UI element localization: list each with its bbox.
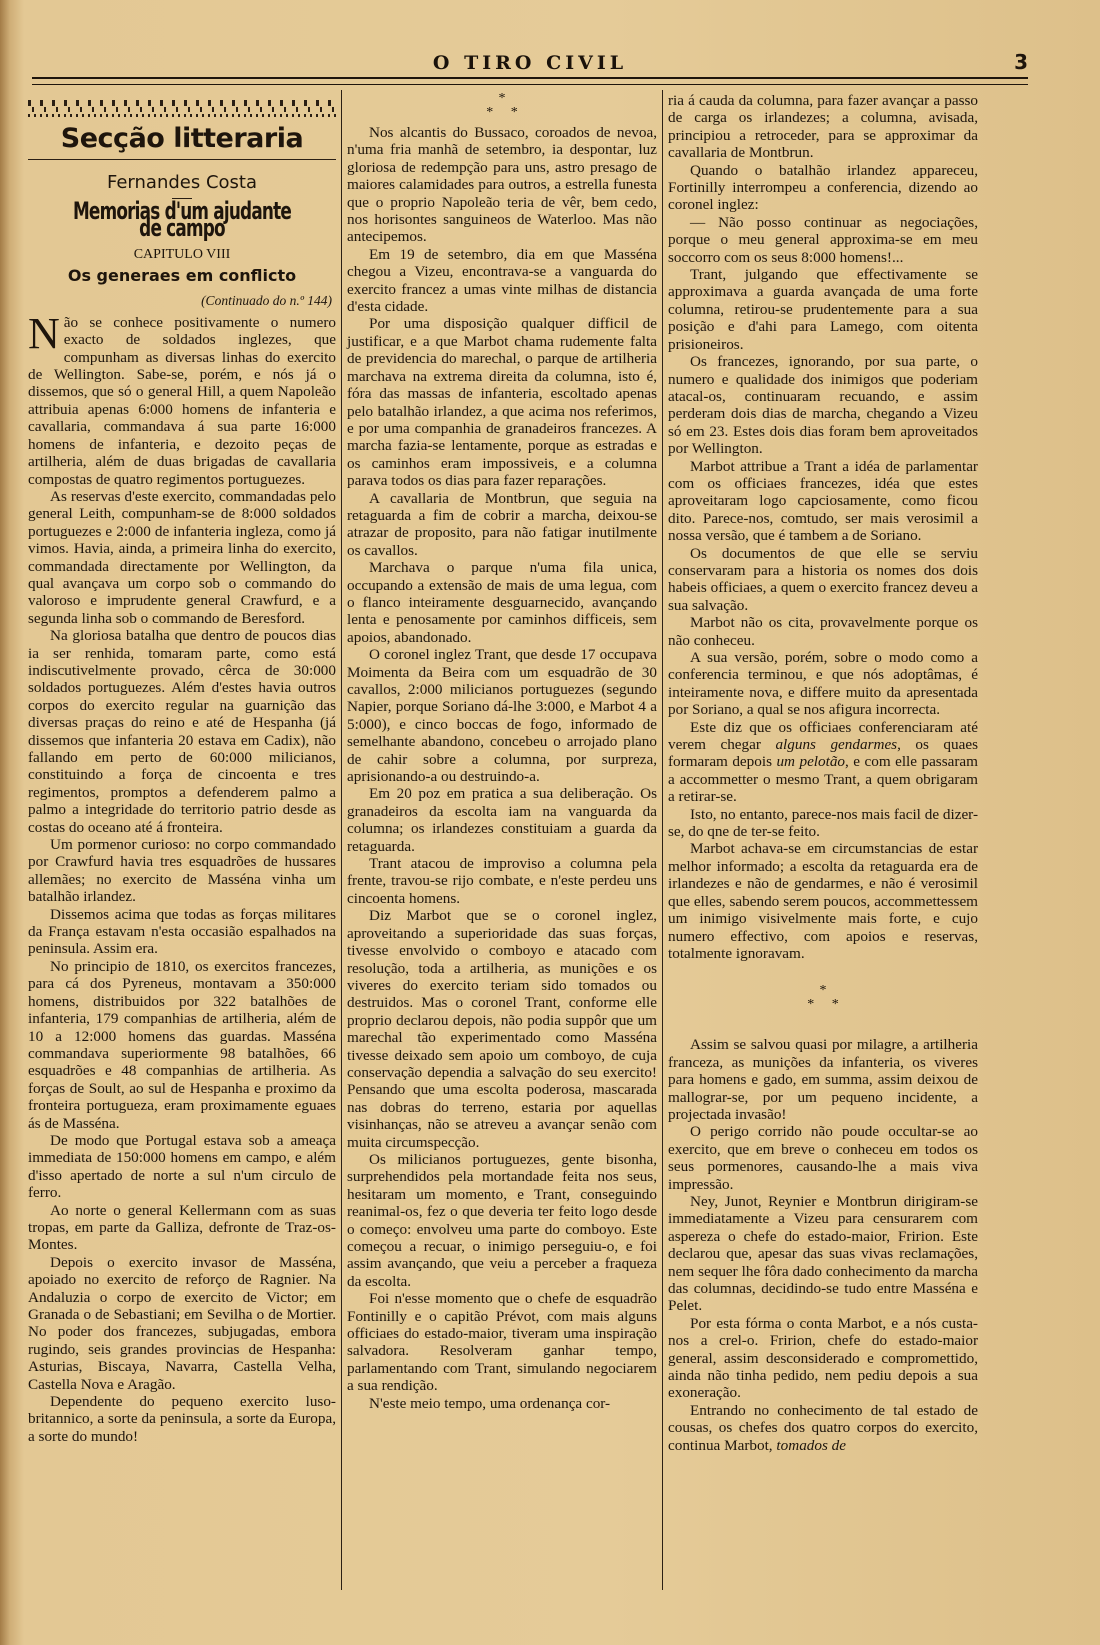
paragraph: Em 20 poz em pratica a sua deliberação. Os granadeiros da escolta iam na vanguarda da columna; os irlandezes constituiam a guarda da retaguarda.	[347, 785, 657, 855]
paragraph: Dissemos acima que todas as forças militares da França estavam n'esta occasião espalhados na peninsula. Assim era.	[28, 905, 336, 958]
paragraph: Por esta fórma o conta Marbot, e a nós custa-nos a crel-o. Fririon, chefe do estado-maior general, assim desconsiderado e compromettido, ainda não tinha pedido, nem pediu depois a sua exoneração.	[668, 1314, 978, 1402]
paragraph: Os documentos de que elle se serviu conservaram para a historia os nomes dos dois habeis officiaes, a quem o exercito francez deveu a sua salvação.	[668, 544, 978, 614]
column-divider	[341, 90, 342, 1590]
paragraph: O coronel inglez Trant, que desde 17 occupava Moimenta da Beira com um esquadrão de 30 cavallos, 2:000 milicianos portuguezes (segundo Napier, porque Soriano dá-lhe 3:000, e Marbot 4 a 5:000), e cinco boccas de fogo, informado de semelhante abandono, concebeu o arrojado plano de cahir sobre a columna, por surpreza, aprisionando-a ou destruindo-a.	[347, 646, 657, 786]
paragraph: A cavallaria de Montbrun, que seguia na retaguarda a fim de cobrir a marcha, deixou-se atrazar de proposito, para não fatigar inutilmente os cavallos.	[347, 489, 657, 559]
paragraph: Ao norte o general Kellermann com as suas tropas, em parte da Galliza, defronte de Traz-os-Montes.	[28, 1201, 336, 1254]
paragraph: Trant, julgando que effectivamente se approximava a guarda avançada de uma forte columna, retirou-se prudentemente para a sua posição e d'ahi para Lamego, com oitenta prisioneiros.	[668, 266, 978, 353]
paragraph: ria á cauda da columna, para fazer avançar a passo de carga os irlandezes; a columna, avisada, principiou a retroceder, para se approximar da cavallaria de Montbrun.	[668, 92, 978, 162]
drop-cap: N	[28, 308, 60, 358]
column-1	[28, 92, 336, 1445]
paragraph: As reservas d'este exercito, commandadas pelo general Leith, compunham-se de 8:000 soldados portuguezes e 2:000 de infanteria ingleza, como já vimos. Havia, ainda, a primeira linha do exercito, commandada directamente por Wellington, da qual avançava um corpo sob o commando do valoroso e imprudente general Crawfurd, e a segunda linha sob o commando de Beresford.	[28, 487, 336, 627]
page-header	[32, 44, 1028, 74]
paragraph: Os milicianos portuguezes, gente bisonha, surprehendidos pela mortandade feita nos seus, hesitaram um momento, e Trant, conseguindo reanimal-os, fez o que deveria ter feito logo desde o começo: envolveu uma parte do comboyo. Este começou a recuar, o inimigo perseguiu-o, e foi assim avançando, que veiu a perceber a fraqueza da escolta.	[347, 1150, 657, 1290]
paragraph: Ney, Junot, Reynier e Montbrun dirigiram-se immediatamente a Vizeu para censurarem com aspereza o chefe do estado-maior, Fririon. Este declarou que, apesar das suas vivas reclamações, nem sequer lhe fôra dado conhecimento da marcha das columnas, decidindo-se tudo entre Masséna e Pelet.	[668, 1192, 978, 1315]
paragraph: Marbot attribue a Trant a idéa de parlamentar com os officiaes francezes, idéa que estes aproveitaram logo capciosamente, como ficou dito. Parece-nos, comtudo, ser mais verosimil a nossa versão, que é tambem a de Soriano.	[668, 457, 978, 545]
header-rule	[32, 77, 1028, 85]
paragraph: Marbot achava-se em circumstancias de estar melhor informado; a escolta da retaguarda era de irlandezes e não de gendarmes, e não é verosimil que elles, sabendo serem poucos, accommettessem um inimigo visivelmente mais forte, e cujo numero effectivo, com apoios e reservas, totalmente ignoravam.	[668, 840, 978, 962]
paragraph: A sua versão, porém, sobre o modo como a conferencia terminou, e que nós adoptâmas, é inteiramente nova, e differe muito da apresentada por Soriano, a qual se nos afigura incorrecta.	[668, 649, 978, 719]
paragraph: Depois o exercito invasor de Masséna, apoiado no exercito de reforço de Ragnier. Na Andaluzia o corpo de exercito de Victor; em Granada o de Sebastiani; em Sevilha o de Mortier. No poder dos francezes, subjugadas, embora rugindo, seis grandes provincias de Hespanha: Asturias, Biscaya, Navarra, Castella Velha, Castella Nova e Aragão.	[28, 1253, 336, 1393]
paragraph: — Não posso continuar as negociações, porque o meu general approxima-se em meu soccorro com os seus 8:000 homens!...	[668, 213, 978, 266]
paragraph: N'este meio tempo, uma ordenança cor-	[369, 1394, 611, 1412]
paragraph: Em 19 de setembro, dia em que Masséna chegou a Vizeu, encontrava-se a vanguarda do exercito francez a umas vinte milhas de distancia d'esta cidade.	[347, 245, 657, 316]
paragraph: Isto, no entanto, parece-nos mais facil de dizer-se, do qne de ter-se feito.	[668, 805, 978, 841]
paragraph: De modo que Portugal estava sob a ameaça immediata de 150:000 homens em campo, e além d'isso apertado de norte a sul n'um circulo de ferro.	[28, 1131, 336, 1202]
paragraph: Quando o batalhão irlandez appareceu, Fortinilly interrompeu a conferencia, dizendo ao coronel inglez:	[668, 161, 978, 214]
section-rule	[28, 159, 336, 160]
column-2	[347, 92, 657, 1412]
section-break-stars: * * *	[807, 983, 839, 1013]
paragraph: Foi n'esse momento que o chefe de esquadrão Fontinilly e o capitão Prévot, com mais alguns officiaes do estado-maior, tiveram uma inspiração salvadora. Resolveram ganhar tempo, parlamentando com Trant, simulando negociarem a sua rendição.	[347, 1290, 657, 1395]
paragraph: Por uma disposição qualquer difficil de justificar, e a que Marbot chama rudemente falta de previdencia do marechal, o parque de artilheria marchava na extrema direita da columna, isto é, fóra das massas de infanteria, escoltado apenas pelo batalhão irlandez, a que acima nos referimos, e por uma companhia de granadeiros francezes. A marcha fazia-se lentamente, porque as estradas e os caminhos eram impossiveis, e a columna parava todos os dias para fazer reparações.	[347, 315, 657, 490]
emphasis: tomados de	[776, 1436, 847, 1454]
emphasis: alguns gendarmes	[775, 736, 898, 754]
paragraph: Entrando no conhecimento de tal estado de cousas, os chefes dos quatro corpos do exercito, continua Marbot, tomados de	[668, 1401, 978, 1454]
running-title: O TIRO CIVIL	[432, 52, 628, 74]
section-title: Secção litteraria	[60, 123, 304, 154]
paragraph: Na gloriosa batalha que dentro de poucos dias ia ser renhida, tomaram parte, como está indiscutivelmente provado, cêrca de 30:000 soldados portuguezes. Além d'estes havia outros corpos do exercito regular na guarnição das diversas praças do reino e até de Hespanha (já dissemos que infanteria 20 estava em Cadix), não fallando em perto de 60:000 milicianos, constituindo a força de cincoenta e tres regimentos, promptos a defenderem palmo a palmo a integridade do territorio patrio desde as costas do oceano até á fronteira.	[28, 627, 336, 836]
paragraph: Trant atacou de improviso a columna pela frente, travou-se rijo combate, e n'este perdeu uns cincoenta homens.	[347, 855, 657, 907]
ornamental-border	[28, 96, 336, 120]
paragraph: Marbot não os cita, provavelmente porque os não conheceu.	[668, 614, 978, 649]
article-author: Fernandes Costa	[106, 172, 258, 194]
continued-note: (Continuado do n.º 144)	[201, 293, 332, 309]
paragraph: Diz Marbot que se o coronel inglez, aproveitando a superioridade das suas forças, tivesse envolvido o comboyo e atacado com resolução, toda a artilheria, as munições e os viveres do exercito teriam sido tomados ou destruidos. Mas o coronel Trant, conforme elle proprio declarou depois, não podia suppôr que um marechal tão experimentado como Masséna tivesse deixado sem apoio um comboyo, de cuja conservação dependia a salvação do seu exercito! Pensando que uma escolta poderosa, mascarada nas dobras do terreno, estaria por aquellas visinhanças, não se atreveu a avançar senão com muita circumspecção.	[347, 907, 657, 1151]
column-divider	[662, 90, 663, 1590]
paragraph: Um pormenor curioso: no corpo commandado por Crawfurd havia tres esquadrões de hussares allemães; no exercito de Masséna vinha um batalhão irlandez.	[28, 836, 336, 906]
column-3	[668, 92, 978, 1454]
paragraph: Este diz que os officiaes conferenciaram até verem chegar alguns gendarmes, os quaes formaram depois um pelotão, e com elle passaram a accommetter o mesmo Trant, a quem obrigaram a retirar-se.	[668, 718, 979, 806]
paragraph: Marchava o parque n'uma fila unica, occupando a extensão de mais de uma legua, com o flanco inteiramente desguarnecido, avançando lenta e penosamente por caminhos difficeis, sem apoios, abandonado.	[347, 559, 657, 646]
paragraph: Não se conhece positivamente o numero exacto de soldados inglezes, que compunham as diversas linhas do exercito de Wellington. Sabe-se, porém, e nós já o dissemos, que só o general Hill, a quem Napoleão attribuia apenas 6:000 homens de infanteria e cavallaria, commandava á sua parte 16:000 homens de infanteria, e dezoito peças de artilheria, além de duas brigadas de cavallaria compostas de quatro regimentos portuguezes.	[28, 308, 336, 488]
page-number: 3	[1014, 50, 1028, 74]
paragraph: Dependente do pequeno exercito luso-britannico, a sorte da peninsula, a sorte da Europa, a sorte do mundo!	[28, 1393, 336, 1445]
paragraph: O perigo corrido não poude occultar-se ao exercito, que em breve o conheceu em todos os seus pormenores, causando-lhe a mais viva impressão.	[668, 1123, 978, 1193]
emphasis: um pelotão	[776, 753, 846, 771]
article-title: Memorias d'um ajudante de campo	[72, 196, 292, 243]
section-break-stars: * * *	[486, 91, 518, 120]
paragraph: Os francezes, ignorando, por sua parte, o numero e qualidade dos inimigos que poderiam atacal-os, continuaram recuando, e assim perderam dois dias de marcha, chegando a Vizeu só em 23. Estes dois dias foram bem aproveitados por Wellington.	[668, 353, 978, 458]
paragraph: Assim se salvou quasi por milagre, a artilheria franceza, as munições da infanteria, os viveres para homens e gado, em summa, assim deixou de mallograr-se, por um pequeno incidente, a projectada invasão!	[668, 1036, 978, 1123]
paragraph: Nos alcantis do Bussaco, coroados de nevoa, n'uma fria manhã de setembro, ia despontar, luz gloriosa de redempção para uns, astro presago de maiores calamidades para outros, a estrella funesta que o proprio Napoleão teria de vêr, bem cedo, nos horisontes sanguineos de Waterloo. Mas não antecipemos.	[347, 124, 657, 246]
chapter-title: Os generaes em conflicto	[67, 266, 297, 286]
chapter-number: CAPITULO VIII	[133, 246, 231, 262]
paragraph: No principio de 1810, os exercitos francezes, para cá dos Pyreneus, montavam a 350:000 homens, distribuidos por 322 batalhões de infanteria, 179 companhias de artilheria, além de 10 a 12:000 homens das guardas. Masséna commandava superiormente 98 batalhões, 66 esquadrões e 48 companhias de artilheria. As forças de Soult, ao sul de Hespanha e proximo da fronteira portugueza, eram proximamente eguaes ás de Masséna.	[28, 957, 336, 1132]
